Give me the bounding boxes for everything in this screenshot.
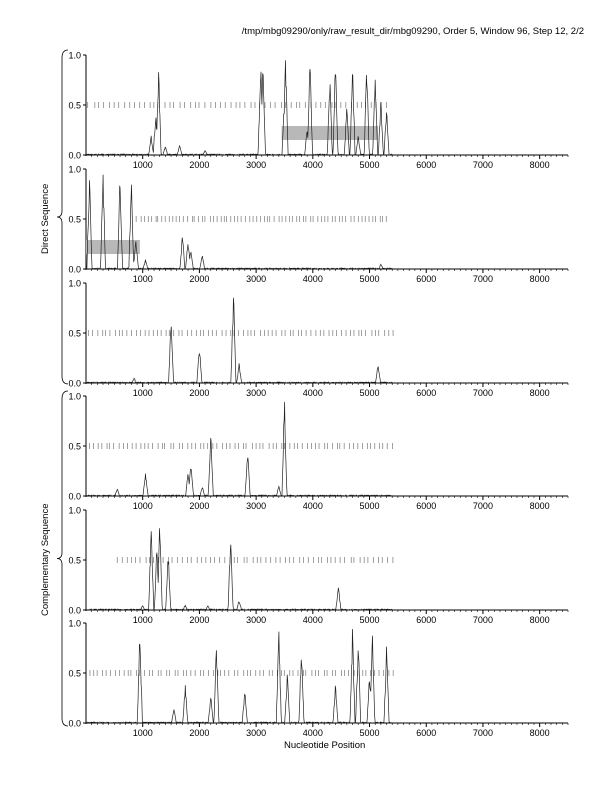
y-tick-label: 0.5 [68,668,81,679]
x-tick-label: 5000 [359,160,380,170]
x-tick-label: 5000 [359,388,380,398]
x-tick-label: 4000 [302,615,323,625]
x-tick-label: 8000 [529,274,550,284]
y-tick-label: 0.5 [68,555,81,566]
y-tick-label: 0.0 [68,718,81,729]
x-tick-label: 1000 [132,388,153,398]
y-tick-label: 0.0 [68,605,81,616]
frame-line [86,60,392,155]
x-tick-label: 8000 [529,388,550,398]
x-tick-label: 2000 [189,728,210,738]
y-tick-label: 1.0 [68,618,81,629]
x-tick-label: 6000 [416,615,437,625]
frame-line [86,298,392,383]
x-tick-label: 5000 [359,501,380,511]
x-tick-label: 3000 [246,388,267,398]
x-tick-label: 4000 [302,501,323,511]
x-tick-label: 3000 [246,160,267,170]
y-tick-label: 0.5 [68,214,81,225]
complementary-sequence-label: Complementary Sequence [40,503,51,616]
y-tick-label: 0.5 [68,441,81,452]
x-tick-label: 8000 [529,160,550,170]
x-tick-label: 1000 [132,728,153,738]
x-tick-label: 7000 [472,728,493,738]
x-tick-label: 1000 [132,501,153,511]
x-tick-label: 8000 [529,728,550,738]
x-axis-label: Nucleotide Position [284,740,366,751]
x-tick-label: 6000 [416,728,437,738]
x-tick-label: 4000 [302,274,323,284]
x-tick-label: 2000 [189,160,210,170]
x-tick-label: 7000 [472,388,493,398]
frame-line [86,175,392,269]
x-tick-label: 7000 [472,274,493,284]
x-tick-label: 6000 [416,274,437,284]
x-tick-label: 3000 [246,615,267,625]
complementary-brace [57,391,68,726]
y-tick-label: 0.0 [68,150,81,161]
x-tick-label: 4000 [302,160,323,170]
y-tick-label: 1.0 [68,50,81,61]
y-tick-label: 0.0 [68,264,81,275]
x-tick-label: 2000 [189,615,210,625]
x-tick-label: 4000 [302,388,323,398]
x-tick-label: 7000 [472,615,493,625]
x-tick-label: 6000 [416,160,437,170]
x-tick-label: 1000 [132,615,153,625]
x-tick-label: 6000 [416,388,437,398]
frame-line [86,528,392,610]
x-tick-label: 3000 [246,501,267,511]
x-tick-label: 2000 [189,274,210,284]
x-tick-label: 4000 [302,728,323,738]
y-tick-label: 1.0 [68,505,81,516]
x-tick-label: 7000 [472,501,493,511]
highlight-bar [86,240,140,254]
x-tick-label: 8000 [529,615,550,625]
x-tick-label: 1000 [132,160,153,170]
x-tick-label: 5000 [359,728,380,738]
x-tick-label: 5000 [359,274,380,284]
header-caption: /tmp/mbg09290/only/raw_result_dir/mbg09290, Order 5, Window 96, Step 12, 2/2 [241,26,584,37]
direct-brace [57,50,68,384]
x-tick-label: 2000 [189,501,210,511]
highlight-bar [282,126,378,140]
y-tick-label: 0.5 [68,100,81,111]
x-tick-label: 6000 [416,501,437,511]
y-tick-label: 1.0 [68,391,81,402]
x-tick-label: 2000 [189,388,210,398]
direct-sequence-label: Direct Sequence [40,183,51,254]
x-tick-label: 3000 [246,728,267,738]
x-tick-label: 7000 [472,160,493,170]
x-tick-label: 1000 [132,274,153,284]
frame-line [86,629,392,723]
y-tick-label: 1.0 [68,164,81,175]
x-tick-label: 5000 [359,615,380,625]
y-tick-label: 1.0 [68,278,81,289]
y-tick-label: 0.0 [68,378,81,389]
x-tick-label: 8000 [529,501,550,511]
y-tick-label: 0.0 [68,491,81,502]
x-tick-label: 3000 [246,274,267,284]
y-tick-label: 0.5 [68,328,81,339]
